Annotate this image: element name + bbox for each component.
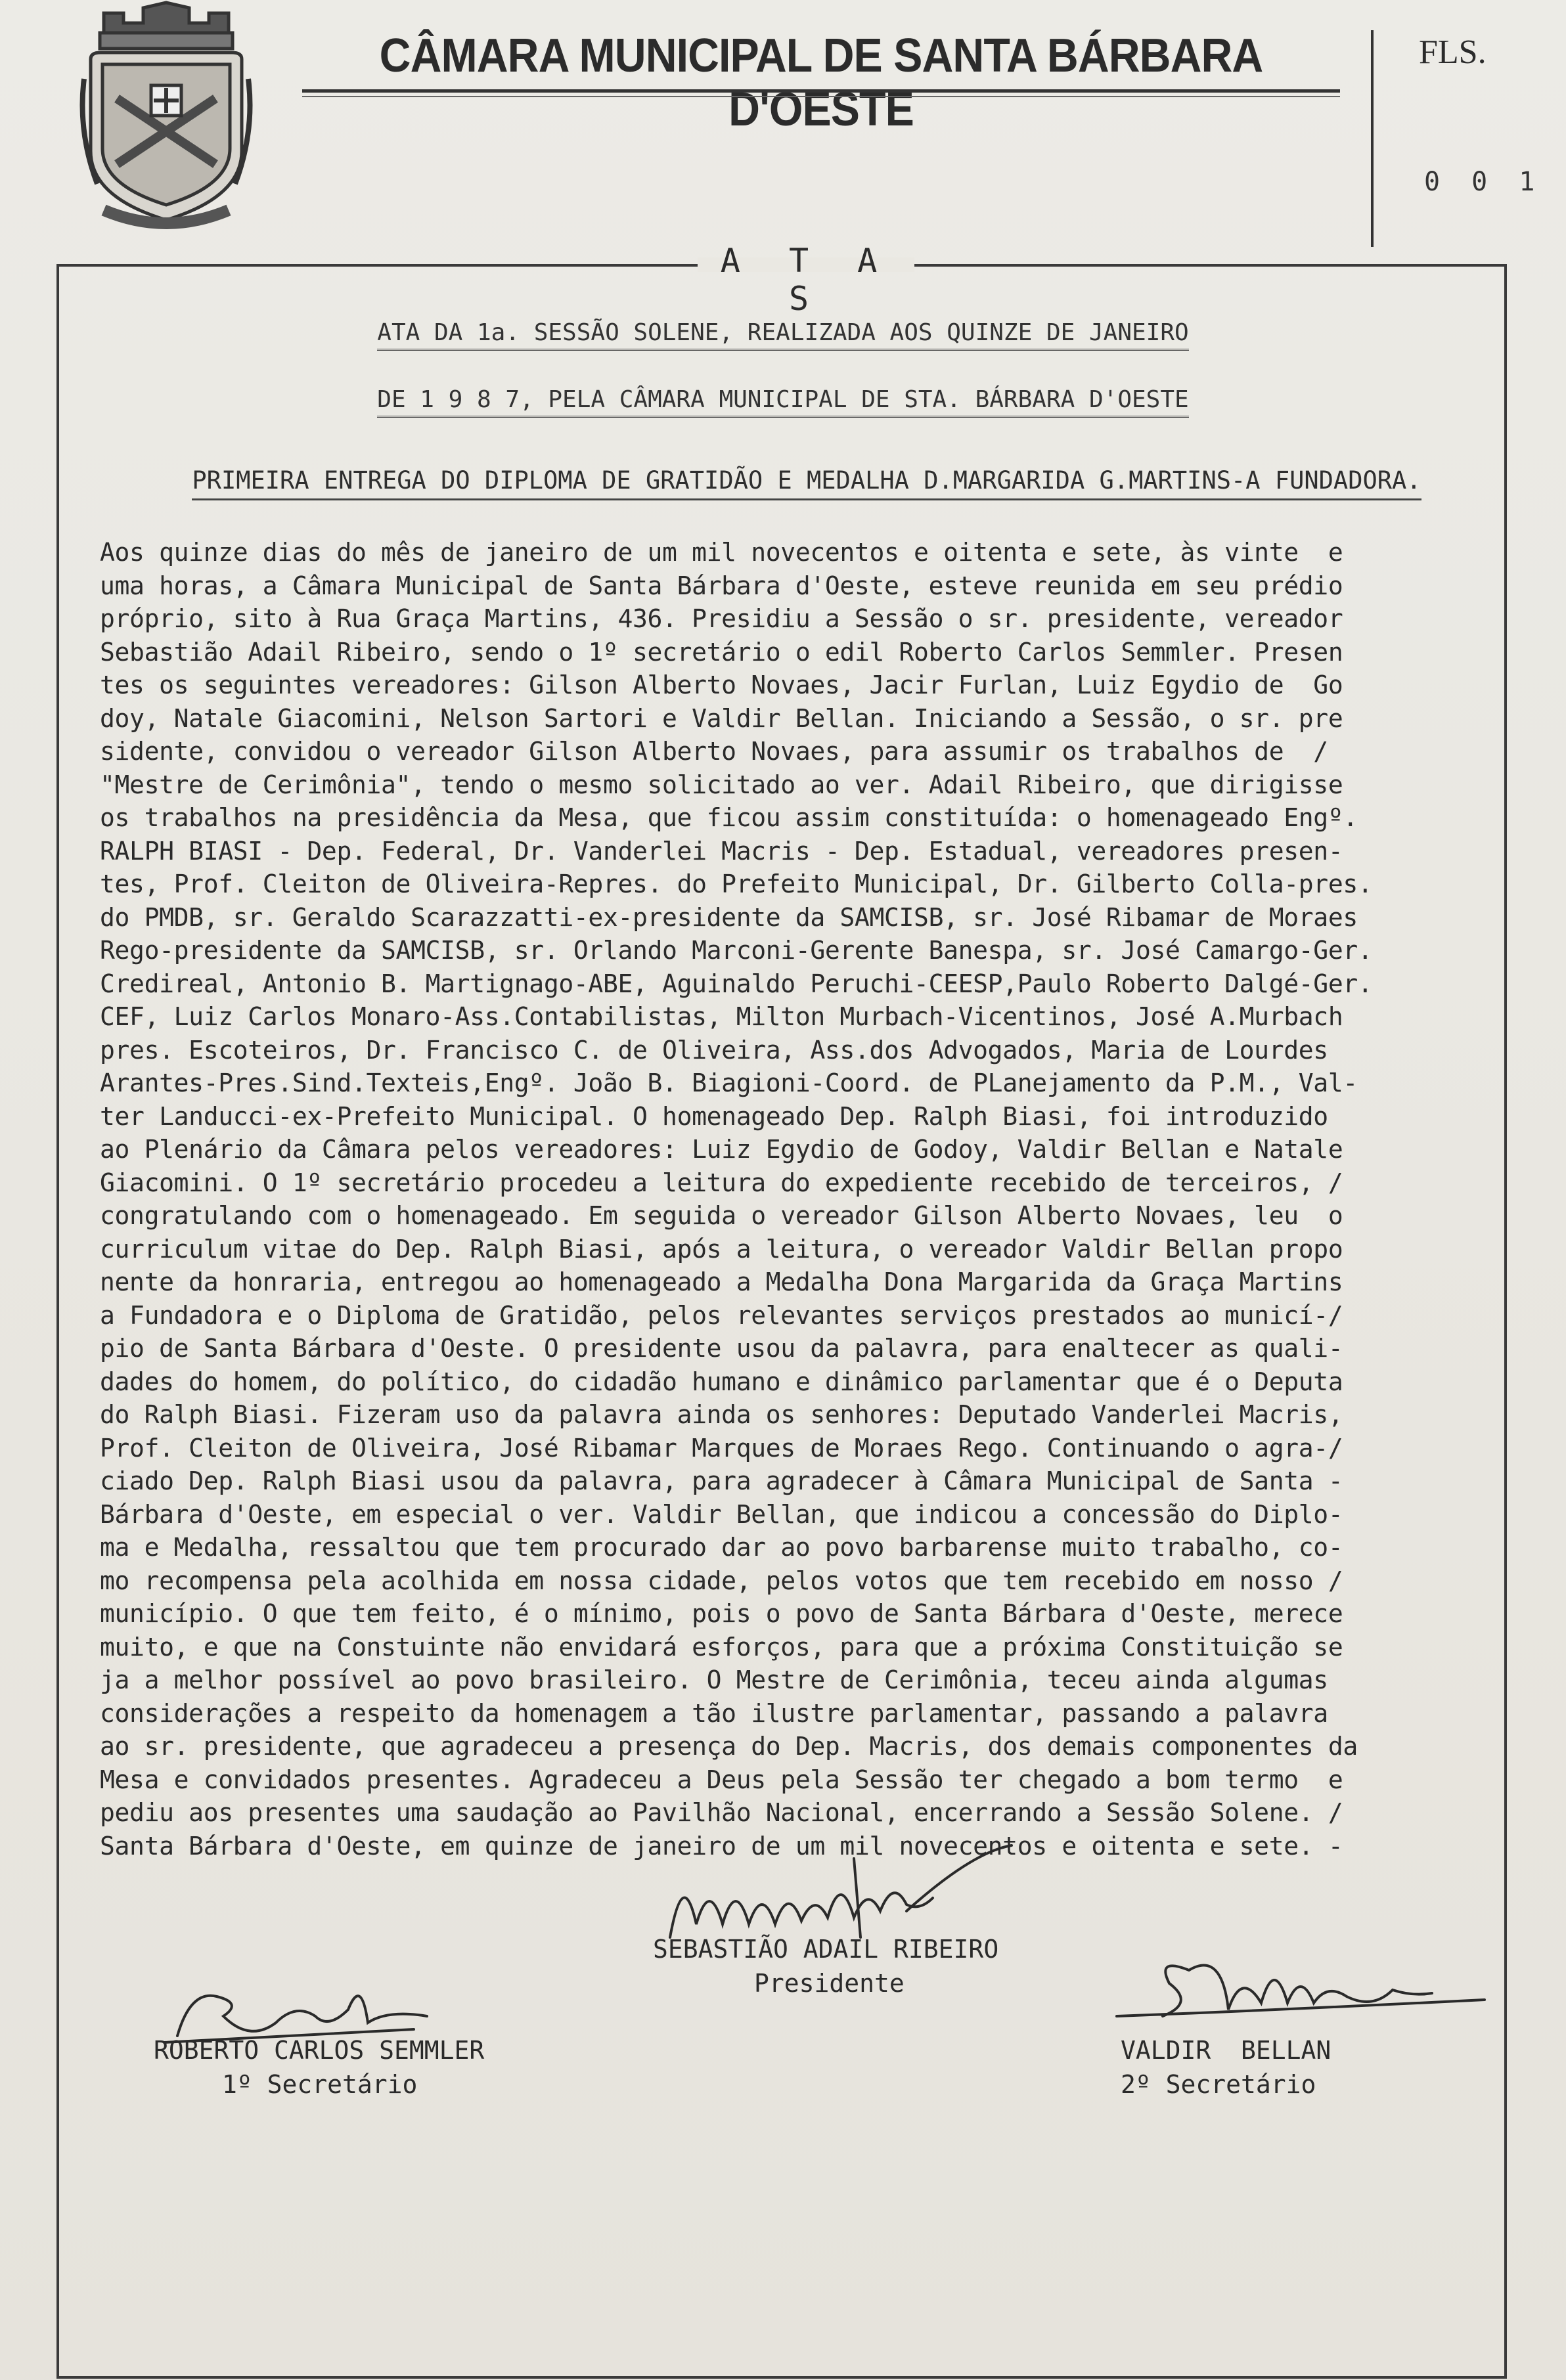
title-text-1: ATA DA 1a. SESSÃO SOLENE, REALIZADA AOS QUINZE DE JANEIRO xyxy=(377,319,1188,351)
fls-divider xyxy=(1371,30,1374,247)
minutes-body-line: muito, e que na Constuinte não envidará esforços, para que a próxima Constituição se xyxy=(100,1632,1343,1662)
municipal-coat-of-arms-icon xyxy=(78,0,255,238)
minutes-subtitle xyxy=(105,466,1508,495)
minutes-body-line: Arantes-Pres.Sind.Texteis,Engº. João B. Biagioni-Coord. de PLanejamento da P.M., Val- xyxy=(100,1069,1358,1097)
second-secretary-signature xyxy=(1090,1931,1498,2042)
minutes-body-line: uma horas, a Câmara Municipal de Santa Bárbara d'Oeste, esteve reunida em seu prédio xyxy=(100,571,1343,600)
minutes-body-line: congratulando com o homenageado. Em seguida o vereador Gilson Alberto Novaes, leu o xyxy=(100,1201,1343,1230)
minutes-body-line: "Mestre de Cerimônia", tendo o mesmo solicitado ao ver. Adail Ribeiro, que dirigisse xyxy=(100,770,1343,799)
subtitle-text: PRIMEIRA ENTREGA DO DIPLOMA DE GRATIDÃO E MEDALHA D.MARGARIDA G.MARTINS-A FUNDADORA. xyxy=(192,466,1421,500)
minutes-body-line: ciado Dep. Ralph Biasi usou da palavra, para agradecer à Câmara Municipal de Santa - xyxy=(100,1466,1343,1495)
minutes-body-line: Sebastião Adail Ribeiro, sendo o 1º secretário o edil Roberto Carlos Semmler. Presen xyxy=(100,637,1343,667)
minutes-body-line: dades do homem, do político, do cidadão humano e dinâmico parlamentar que é o Deputa xyxy=(100,1367,1343,1396)
minutes-body-line: Santa Bárbara d'Oeste, em quinze de janeiro de um mil novecentos e oitenta e sete. - xyxy=(100,1831,1343,1861)
minutes-body-line: sidente, convidou o vereador Gilson Alberto Novaes, para assumir os trabalhos de / xyxy=(100,737,1328,766)
minutes-body-line: Rego-presidente da SAMCISB, sr. Orlando Marconi-Gerente Banespa, sr. José Camargo-Ger. xyxy=(100,936,1373,965)
first-secretary-name: ROBERTO CARLOS SEMMLER xyxy=(154,2036,485,2065)
president-role: Presidente xyxy=(754,1969,905,1998)
minutes-body-line: considerações a respeito da homenagem a tão ilustre parlamentar, passando a palavra xyxy=(100,1698,1328,1728)
president-name: SEBASTIÃO ADAIL RIBEIRO xyxy=(653,1935,999,1964)
minutes-body-line: tes, Prof. Cleiton de Oliveira-Repres. do Prefeito Municipal, Dr. Gilberto Colla-pres. xyxy=(100,870,1373,898)
minutes-body-line: pio de Santa Bárbara d'Oeste. O presidente usou da palavra, para enaltecer as quali- xyxy=(100,1334,1343,1363)
minutes-body-line: do Ralph Biasi. Fizeram uso da palavra ainda os senhores: Deputado Vanderlei Macris, xyxy=(100,1400,1343,1429)
minutes-title-line-1 xyxy=(105,319,1461,346)
minutes-body-line: mo recompensa pela acolhida em nossa cidade, pelos votos que tem recebido em nosso / xyxy=(100,1566,1343,1595)
minutes-body-line: próprio, sito à Rua Graça Martins, 436. Presidiu a Sessão o sr. presidente, vereador xyxy=(100,604,1343,633)
minutes-body-line: Giacomini. O 1º secretário procedeu a leitura do expediente recebido de terceiros, / xyxy=(100,1168,1343,1197)
minutes-body-line: curriculum vitae do Dep. Ralph Biasi, após a leitura, o vereador Valdir Bellan propo xyxy=(100,1234,1343,1264)
minutes-body-line: ja a melhor possível ao povo brasileiro. O Mestre de Cerimônia, teceu ainda algumas xyxy=(100,1665,1328,1694)
minutes-body-line: do PMDB, sr. Geraldo Scarazzatti-ex-presidente da SAMCISB, sr. José Ribamar de Moraes xyxy=(100,902,1358,932)
minutes-body xyxy=(100,536,1503,1862)
second-secretary-role: 2º Secretário xyxy=(1121,2070,1316,2099)
minutes-body-line: Credireal, Antonio B. Martignago-ABE, Aguinaldo Peruchi-CEESP,Paulo Roberto Dalgé-Ger. xyxy=(100,969,1373,998)
fls-label: FLS. xyxy=(1419,33,1487,71)
minutes-body-line: ma e Medalha, ressaltou que tem procurado dar ao povo barbarense muito trabalho, co- xyxy=(100,1533,1343,1562)
minutes-body-line: pres. Escoteiros, Dr. Francisco C. de Oliveira, Ass.dos Advogados, Maria de Lourdes xyxy=(100,1035,1328,1065)
second-secretary-name: VALDIR BELLAN xyxy=(1121,2036,1331,2065)
minutes-body-line: Aos quinze dias do mês de janeiro de um mil novecentos e oitenta e sete, às vinte e xyxy=(100,538,1343,567)
minutes-body-line: nente da honraria, entregou ao homenageado a Medalha Dona Margarida da Graça Martins xyxy=(100,1267,1343,1296)
minutes-body-line: ao sr. presidente, que agradeceu a presença do Dep. Macris, dos demais componentes da xyxy=(100,1732,1358,1761)
minutes-body-line: ter Landucci-ex-Prefeito Municipal. O homenageado Dep. Ralph Biasi, foi introduzido xyxy=(100,1101,1328,1131)
minutes-title-line-2 xyxy=(105,386,1461,413)
minutes-body-line: Prof. Cleiton de Oliveira, José Ribamar Marques de Moraes Rego. Continuando o agra-/ xyxy=(100,1433,1343,1463)
minutes-body-line: tes os seguintes vereadores: Gilson Alberto Novaes, Jacir Furlan, Luiz Egydio de Go xyxy=(100,671,1343,699)
header-rule-thin xyxy=(302,96,1340,97)
section-title: A T A S xyxy=(720,242,892,318)
minutes-body-line: pediu aos presentes uma saudação ao Pavilhão Nacional, encerrando a Sessão Solene. / xyxy=(100,1798,1343,1827)
title-text-2: DE 1 9 8 7, PELA CÂMARA MUNICIPAL DE STA. BÁRBARA D'OESTE xyxy=(377,386,1188,418)
minutes-body-line: os trabalhos na presidência da Mesa, que ficou assim constituída: o homenageado Engº. xyxy=(100,803,1358,832)
header-rule xyxy=(302,89,1340,93)
council-name: CÂMARA MUNICIPAL DE SANTA BÁRBARA D'OESTE xyxy=(379,30,1263,136)
folio-number: 0 0 1 xyxy=(1424,167,1543,197)
first-secretary-role: 1º Secretário xyxy=(222,2070,418,2099)
minutes-body-line: a Fundadora e o Diploma de Gratidão, pelos relevantes serviços prestados ao municí-/ xyxy=(100,1300,1343,1330)
minutes-body-line: RALPH BIASI - Dep. Federal, Dr. Vanderlei Macris - Dep. Estadual, vereadores presen- xyxy=(100,836,1343,866)
minutes-body-line: CEF, Luiz Carlos Monaro-Ass.Contabilistas, Milton Murbach-Vicentinos, José A.Murbach xyxy=(100,1002,1343,1031)
minutes-body-line: ao Plenário da Câmara pelos vereadores: Luiz Egydio de Godoy, Valdir Bellan e Natale xyxy=(100,1135,1343,1164)
minutes-body-line: doy, Natale Giacomini, Nelson Sartori e Valdir Bellan. Iniciando a Sessão, o sr. pre xyxy=(100,703,1343,733)
minutes-body-line: Bárbara d'Oeste, em especial o ver. Valdir Bellan, que indicou a concessão do Diplo- xyxy=(100,1499,1343,1529)
minutes-body-line: Mesa e convidados presentes. Agradeceu a Deus pela Sessão ter chegado a bom termo e xyxy=(100,1765,1343,1794)
minutes-body-line: município. O que tem feito, é o mínimo, pois o povo de Santa Bárbara d'Oeste, merece xyxy=(100,1599,1343,1628)
